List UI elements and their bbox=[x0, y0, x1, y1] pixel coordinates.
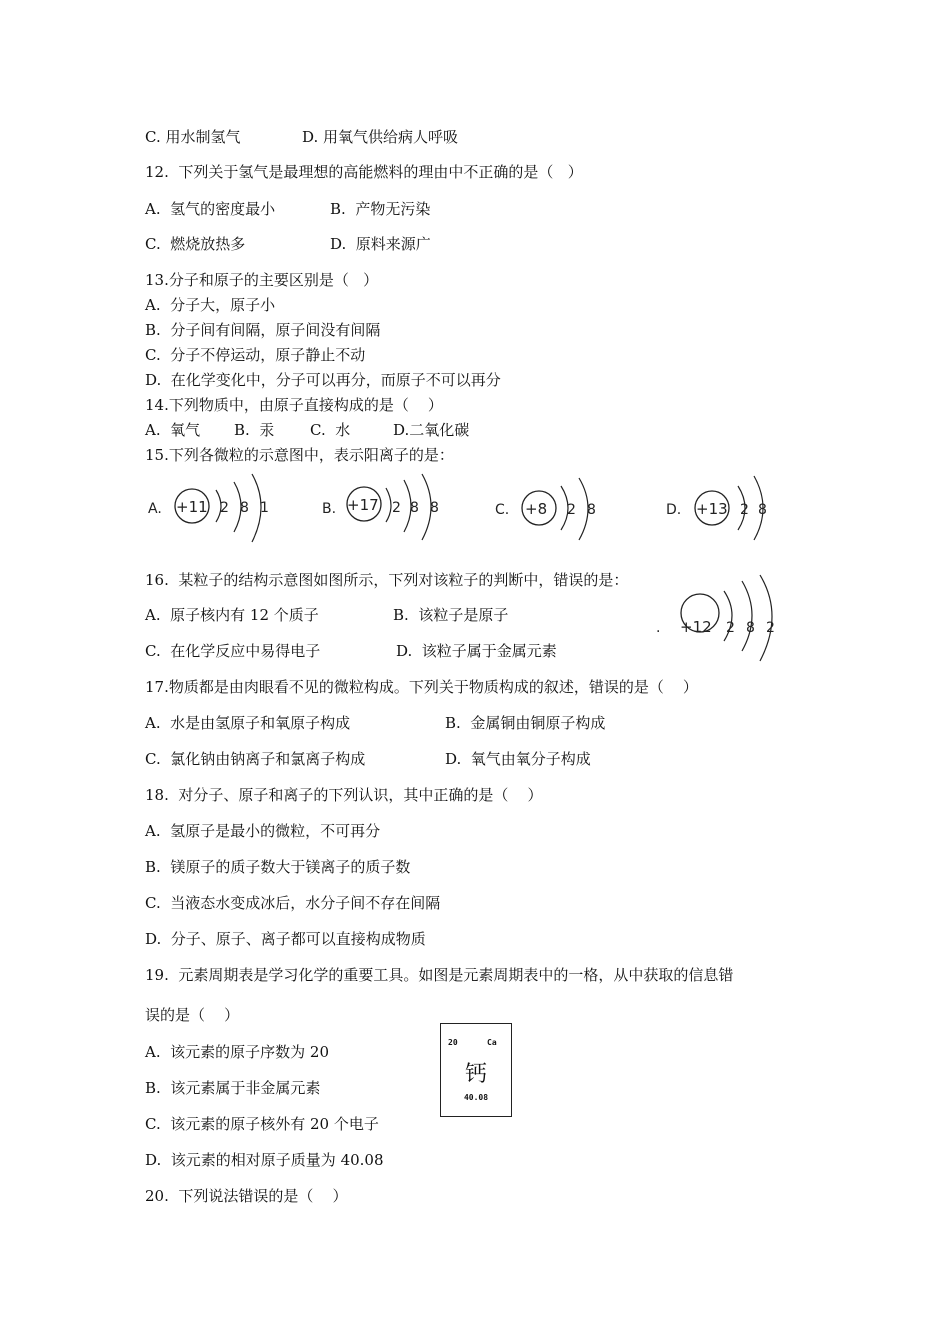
q19-option-b: B. 该元素属于非金属元素 bbox=[145, 1079, 321, 1097]
q17-option-a: A. 水是由氢原子和氧原子构成 bbox=[145, 714, 351, 732]
shell-electrons: 2 bbox=[220, 500, 229, 516]
q20-stem: 20. 下列说法错误的是（ ） bbox=[145, 1187, 348, 1205]
q18-option-c: C. 当液态水变成冰后，水分子间不存在间隔 bbox=[145, 894, 441, 912]
shell-electrons: 8 bbox=[240, 500, 249, 516]
q12-option-b: B. 产物无污染 bbox=[330, 200, 431, 218]
atom-diagram-q16 bbox=[654, 575, 789, 665]
q19-stem-line1: 19. 元素周期表是学习化学的重要工具。如图是元素周期表中的一格，从中获取的信息错 bbox=[145, 966, 734, 984]
shell-electrons: 8 bbox=[758, 502, 767, 518]
q17-option-d: D. 氧气由氧分子构成 bbox=[445, 750, 591, 768]
nucleus-charge: +12 bbox=[680, 618, 712, 636]
q19-option-d: D. 该元素的相对原子质量为 40.08 bbox=[145, 1151, 384, 1169]
diagram-label: C. bbox=[495, 502, 510, 518]
q13-option-d: D. 在化学变化中，分子可以再分，而原子不可以再分 bbox=[145, 371, 501, 389]
element-name: 钙 bbox=[464, 1062, 487, 1087]
shell-electrons: 2 bbox=[567, 502, 576, 518]
q17-option-c: C. 氯化钠由钠离子和氯离子构成 bbox=[145, 750, 366, 768]
q11-option-c: C. 用水制氢气 bbox=[145, 128, 241, 146]
q13-option-a: A. 分子大，原子小 bbox=[145, 296, 276, 314]
shell-electrons: 2 bbox=[766, 620, 775, 636]
q18-option-d: D. 分子、原子、离子都可以直接构成物质 bbox=[145, 930, 426, 948]
atom-diagram-b bbox=[322, 470, 462, 550]
q18-option-b: B. 镁原子的质子数大于镁离子的质子数 bbox=[145, 858, 411, 876]
q14-option-d: D.二氧化碳 bbox=[393, 421, 470, 439]
q14-option-a: A. 氧气 bbox=[145, 421, 201, 439]
q16-option-a: A. 原子核内有 12 个质子 bbox=[145, 606, 319, 624]
atomic-number: 20 bbox=[448, 1038, 458, 1047]
q15-stem: 15.下列各微粒的示意图中，表示阳离子的是： bbox=[145, 446, 454, 464]
q17-option-b: B. 金属铜由铜原子构成 bbox=[445, 714, 606, 732]
diagram-dot: . bbox=[656, 620, 661, 636]
shell-electrons: 8 bbox=[430, 500, 439, 516]
q12-stem: 12. 下列关于氢气是最理想的高能燃料的理由中不正确的是（ ） bbox=[145, 163, 583, 181]
atomic-mass: 40.08 bbox=[463, 1093, 489, 1102]
shell-electrons: 2 bbox=[726, 620, 735, 636]
q16-option-d: D. 该粒子属于金属元素 bbox=[396, 642, 557, 660]
q13-stem: 13.分子和原子的主要区别是（ ） bbox=[145, 271, 379, 289]
shell-electrons: 1 bbox=[260, 500, 269, 516]
q14-option-c: C. 水 bbox=[310, 421, 351, 439]
shell-electrons: 2 bbox=[740, 502, 749, 518]
atom-diagram-d bbox=[666, 470, 786, 550]
shell-electrons: 2 bbox=[392, 500, 401, 516]
nucleus-charge: +13 bbox=[696, 500, 728, 518]
q14-option-b: B. 汞 bbox=[234, 421, 275, 439]
q17-stem: 17.物质都是由肉眼看不见的微粒构成。下列关于物质构成的叙述，错误的是（ ） bbox=[145, 678, 698, 696]
q12-option-a: A. 氢气的密度最小 bbox=[145, 200, 276, 218]
shell-electrons: 8 bbox=[410, 500, 419, 516]
shell-electrons: 8 bbox=[587, 502, 596, 518]
q11-option-d: D. 用氧气供给病人呼吸 bbox=[302, 128, 459, 146]
nucleus-charge: +8 bbox=[525, 500, 548, 518]
periodic-table-cell bbox=[440, 1023, 512, 1117]
q12-option-c: C. 燃烧放热多 bbox=[145, 235, 246, 253]
diagram-label: D. bbox=[666, 502, 682, 518]
q16-option-c: C. 在化学反应中易得电子 bbox=[145, 642, 321, 660]
q16-option-b: B. 该粒子是原子 bbox=[393, 606, 509, 624]
q18-stem: 18. 对分子、原子和离子的下列认识，其中正确的是（ ） bbox=[145, 786, 543, 804]
q19-stem-line2: 误的是（ ） bbox=[145, 1006, 240, 1024]
nucleus-charge: +17 bbox=[347, 496, 379, 514]
element-symbol: Ca bbox=[487, 1038, 497, 1047]
diagram-label: B. bbox=[322, 501, 337, 517]
q12-option-d: D. 原料来源广 bbox=[330, 235, 431, 253]
atom-diagram-c bbox=[495, 470, 615, 550]
q13-option-c: C. 分子不停运动，原子静止不动 bbox=[145, 346, 366, 364]
atom-diagram-a bbox=[148, 470, 288, 550]
q19-option-c: C. 该元素的原子核外有 20 个电子 bbox=[145, 1115, 379, 1133]
q14-stem: 14.下列物质中，由原子直接构成的是（ ） bbox=[145, 396, 443, 414]
q19-option-a: A. 该元素的原子序数为 20 bbox=[145, 1043, 329, 1061]
q16-stem: 16. 某粒子的结构示意图如图所示，下列对该粒子的判断中，错误的是： bbox=[145, 571, 629, 589]
nucleus-charge: +11 bbox=[176, 498, 208, 516]
shell-electrons: 8 bbox=[746, 620, 755, 636]
diagram-label: A. bbox=[148, 501, 162, 517]
q18-option-a: A. 氢原子是最小的微粒，不可再分 bbox=[145, 822, 381, 840]
q13-option-b: B. 分子间有间隔，原子间没有间隔 bbox=[145, 321, 381, 339]
